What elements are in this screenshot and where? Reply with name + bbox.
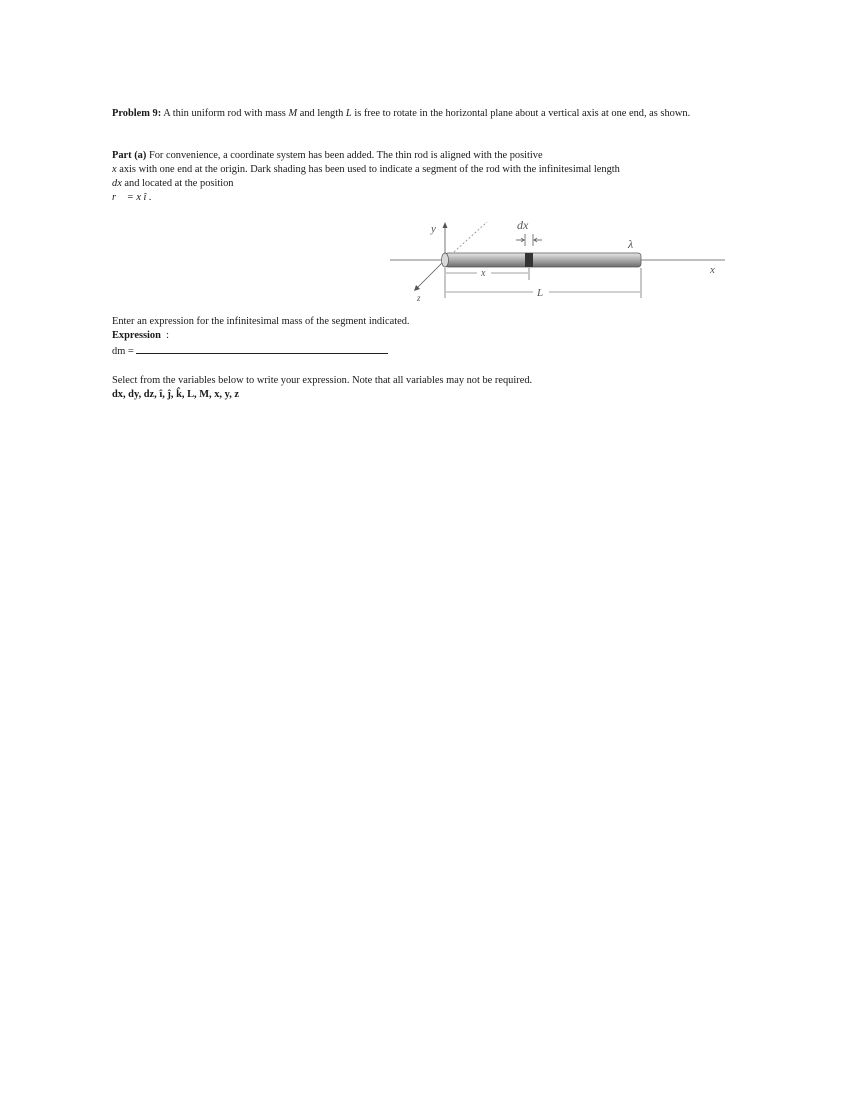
y-axis-label: y <box>431 223 436 235</box>
x-axis-variable: x <box>112 164 117 175</box>
length-variable: L <box>345 108 352 119</box>
dm-label: dm = <box>112 346 134 357</box>
lambda-label: λ <box>628 237 634 251</box>
dx-arrow-left <box>516 238 524 242</box>
dx-label: dx <box>517 218 529 232</box>
expression-label: Expression <box>112 330 161 341</box>
variable-list: dx, dy, dz, î, ĵ, k̂, L, M, x, y, z <box>112 389 240 400</box>
dm-answer-row <box>112 343 402 359</box>
part-a-line-3: and located at the position <box>124 178 234 189</box>
x-dim-label: x <box>481 268 486 279</box>
rod-end-cap <box>442 253 449 267</box>
part-a-line-1: For convenience, a coordinate system has been added. The thin rod is aligned with the positive <box>148 150 543 161</box>
mass-variable: M <box>288 108 298 119</box>
part-a-statement <box>112 149 752 205</box>
problem-text-1: A thin uniform rod with mass <box>163 108 286 119</box>
z-axis-label: z <box>417 293 421 303</box>
z-axis-line <box>415 260 445 290</box>
select-note: Select from the variables below to write your expression. Note that all variables may not be required. <box>112 375 533 386</box>
rod-body <box>445 253 641 267</box>
expression-colon: : <box>166 330 169 341</box>
expression-heading <box>112 329 169 343</box>
problem-statement <box>112 107 752 121</box>
dx-variable: dx <box>112 178 122 189</box>
dx-segment <box>525 253 533 267</box>
y-axis-arrow <box>443 222 448 228</box>
position-equation: r⃗ = x î . <box>112 192 152 203</box>
rod-diagram <box>385 210 730 305</box>
part-a-label: Part (a) <box>112 150 147 161</box>
problem-label: Problem 9: <box>112 108 162 119</box>
L-dim-label: L <box>537 287 544 299</box>
dm-answer-blank[interactable] <box>136 343 388 354</box>
prompt-text: Enter an expression for the infinitesimal mass of the segment indicated. <box>112 316 410 327</box>
problem-text-2: and length <box>299 108 344 119</box>
part-a-line-2: axis with one end at the origin. Dark shading has been used to indicate a segment of the rod with the infinitesimal length <box>119 164 620 175</box>
dx-arrow-right <box>534 238 542 242</box>
problem-text-3: is free to rotate in the horizontal plane about a vertical axis at one end, as shown. <box>354 108 691 119</box>
x-axis-label: x <box>710 264 715 276</box>
